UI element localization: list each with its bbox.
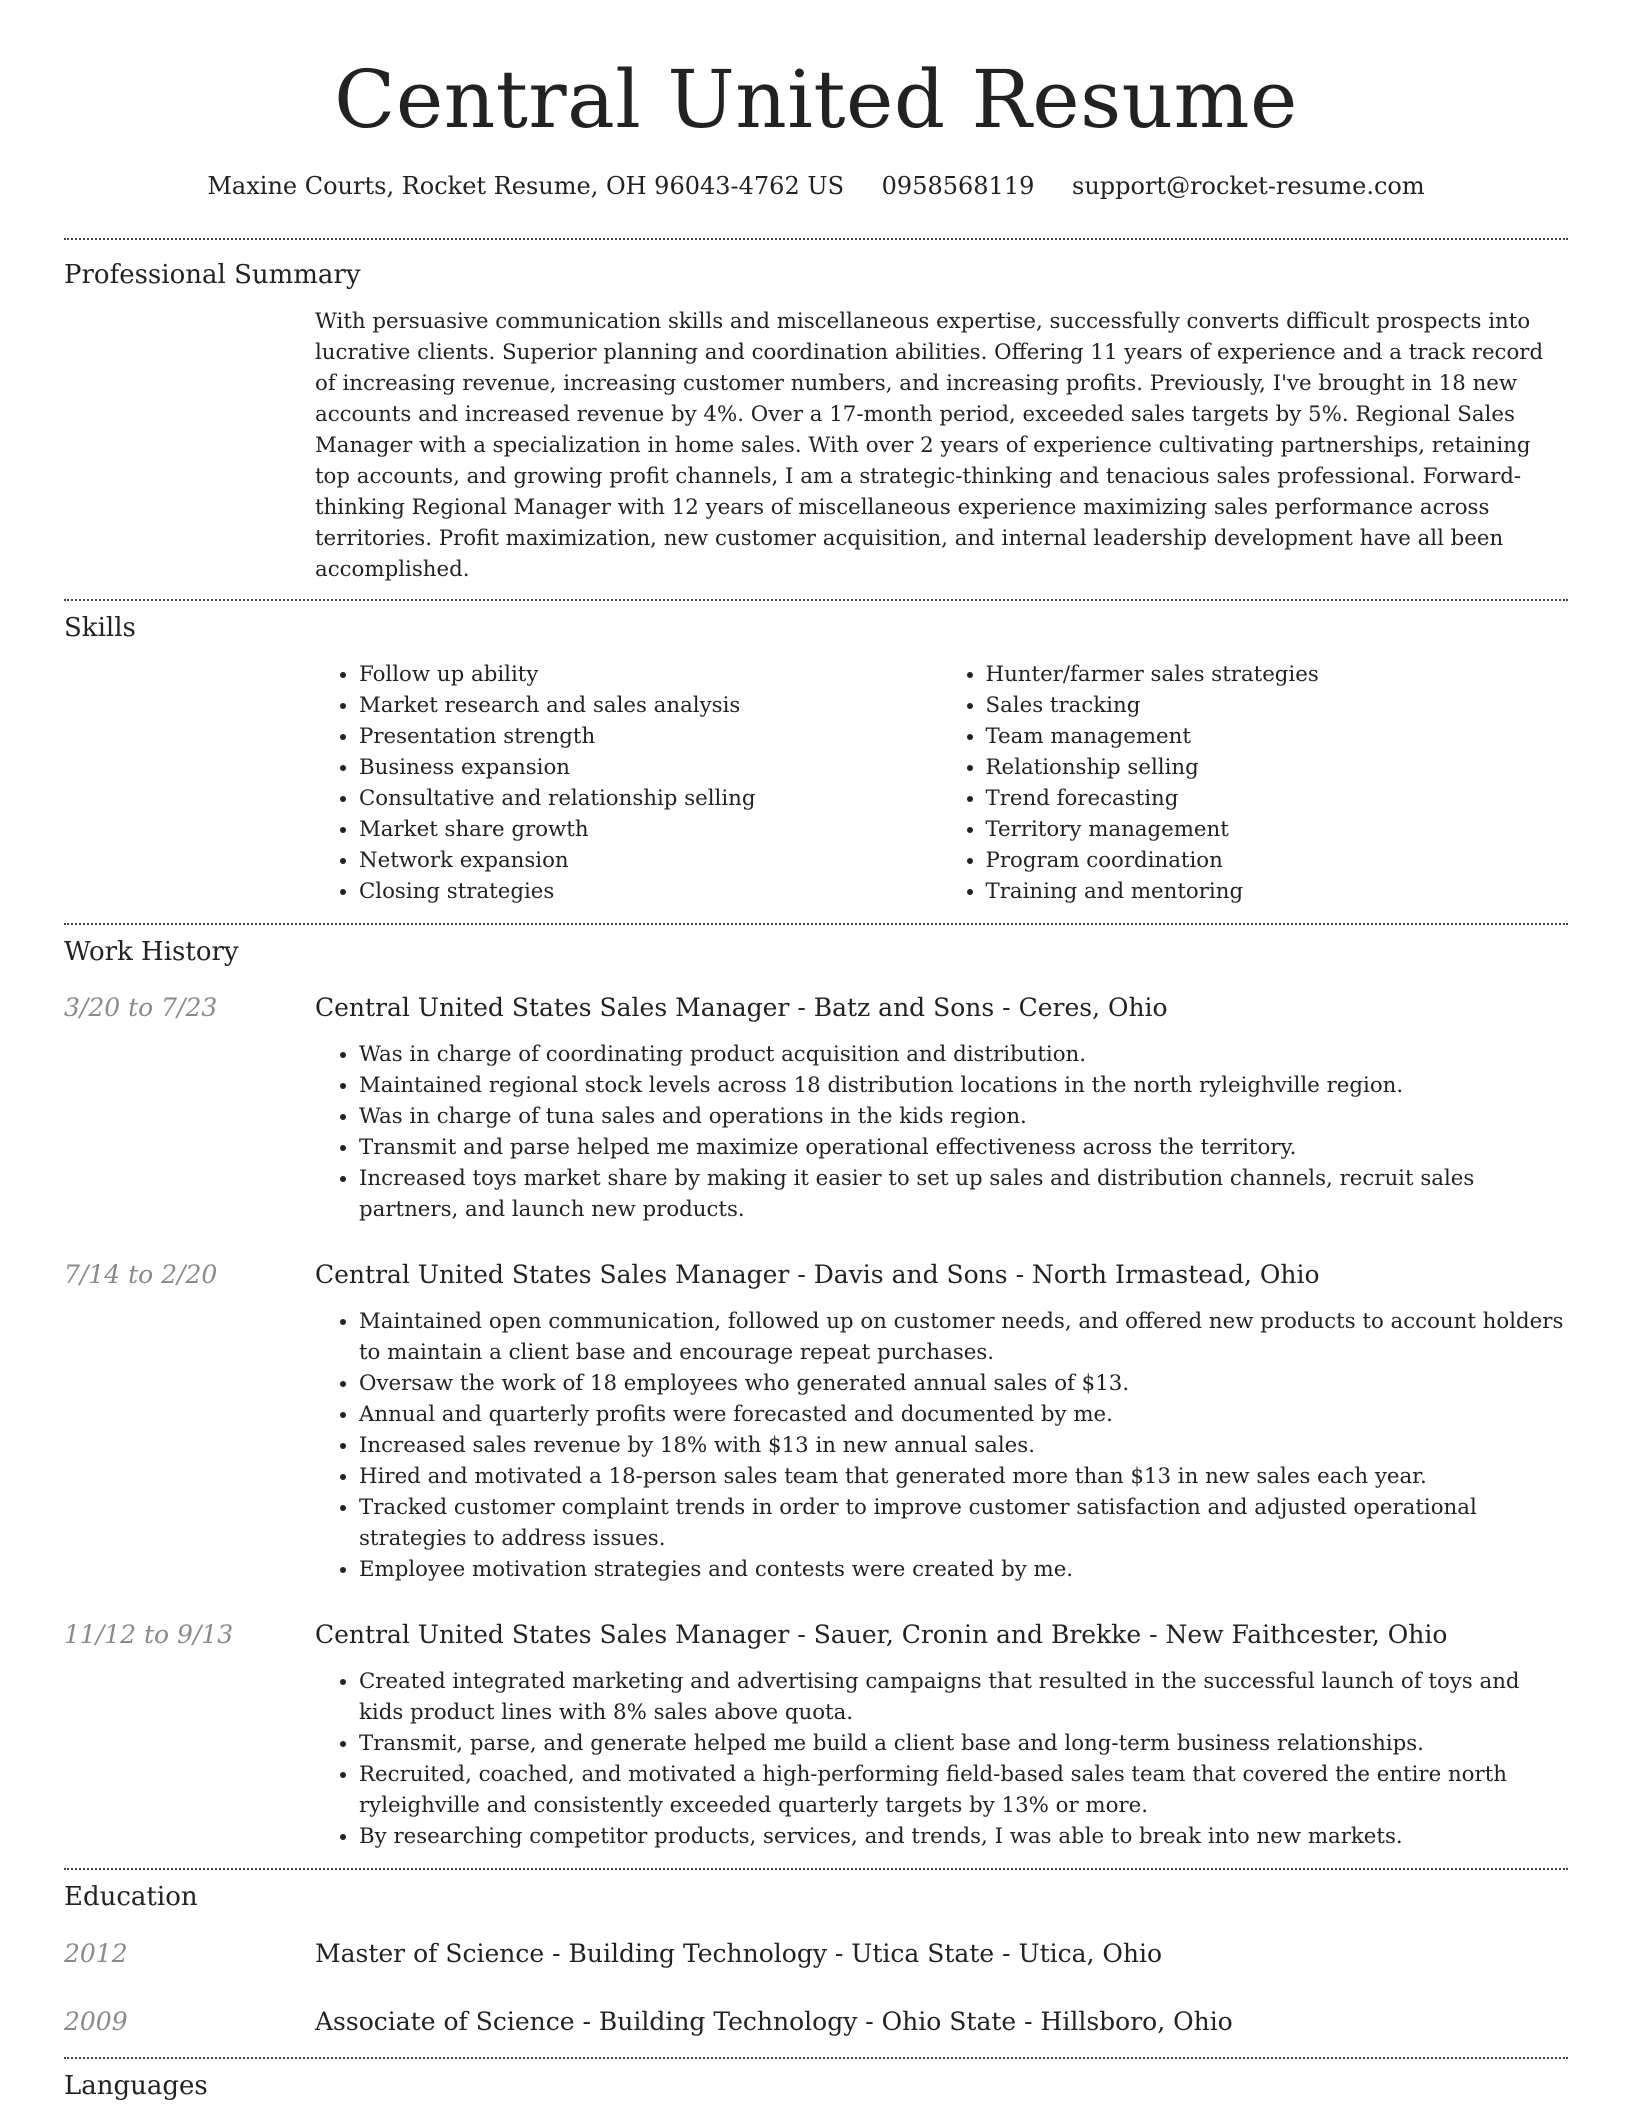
job-title: Central United States Sales Manager - Batz and Sons - Ceres, Ohio (315, 993, 1168, 1022)
job-title: Central United States Sales Manager - Sauer, Cronin and Brekke - New Faithcester, Ohio (315, 1620, 1448, 1649)
job-bullet: • Annual and quarterly profits were forecasted and documented by me. (359, 1399, 1568, 1430)
job-entry (64, 1618, 1568, 1852)
job-date: 3/20 to 7/23 (64, 993, 218, 1022)
job-bullet: • Was in charge of coordinating product acquisition and distribution. (359, 1039, 1568, 1070)
education-title: Master of Science - Building Technology - Utica State - Utica, Ohio (315, 1939, 1163, 1968)
skill-item: • Closing strategies (359, 876, 942, 907)
contact-address: Maxine Courts, Rocket Resume, OH 96043-4762 US (207, 172, 845, 200)
skill-item: • Team management (986, 721, 1569, 752)
skill-item: • Hunter/farmer sales strategies (986, 659, 1569, 690)
job-bullet: • Recruited, coached, and motivated a high-performing field-based sales team that covered the entire north ryleighville and consistently exceeded quarterly targets by 13% or more. (359, 1759, 1568, 1821)
job-date: 7/14 to 2/20 (64, 1260, 218, 1289)
skills-list-right (942, 659, 1569, 907)
skill-item: • Business expansion (359, 752, 942, 783)
contact-email: support@rocket-resume.com (1072, 172, 1425, 200)
job-bullet: • Oversaw the work of 18 employees who generated annual sales of $13. (359, 1368, 1568, 1399)
job-bullet: • Created integrated marketing and advertising campaigns that resulted in the successful launch of toys and kids product lines with 8% sales above quota. (359, 1666, 1568, 1728)
skill-item: • Market research and sales analysis (359, 690, 942, 721)
education-section (64, 1870, 1568, 2039)
job-title: Central United States Sales Manager - Davis and Sons - North Irmastead, Ohio (315, 1260, 1320, 1289)
job-entry (64, 1258, 1568, 1585)
education-entry (64, 2005, 1568, 2039)
job-bullet: • Maintained open communication, followed up on customer needs, and offered new products to account holders to maintain a client base and encourage repeat purchases. (359, 1306, 1568, 1368)
job-bullet: • By researching competitor products, services, and trends, I was able to break into new markets. (359, 1821, 1568, 1852)
education-entry (64, 1937, 1568, 1971)
job-bullet: • Maintained regional stock levels across 18 distribution locations in the north ryleighville region. (359, 1070, 1568, 1101)
job-bullets (315, 1039, 1568, 1225)
contact-line (64, 170, 1568, 202)
resume-name: Central United Resume (334, 53, 1298, 146)
skill-item: • Presentation strength (359, 721, 942, 752)
job-bullet: • Transmit, parse, and generate helped me build a client base and long-term business relationships. (359, 1728, 1568, 1759)
skill-item: • Trend forecasting (986, 783, 1569, 814)
job-bullet: • Tracked customer complaint trends in order to improve customer satisfaction and adjusted operational strategies to address issues. (359, 1492, 1568, 1554)
section-title-education: Education (64, 1882, 198, 1912)
skill-item: • Sales tracking (986, 690, 1569, 721)
job-bullet: • Increased toys market share by making it easier to set up sales and distribution channels, recruit sales partners, and launch new products. (359, 1163, 1568, 1225)
skill-item: • Network expansion (359, 845, 942, 876)
job-bullet: • Transmit and parse helped me maximize operational effectiveness across the territory. (359, 1132, 1568, 1163)
skill-item: • Territory management (986, 814, 1569, 845)
skills-section (64, 601, 1568, 907)
summary-section (64, 240, 1568, 585)
skill-item: • Training and mentoring (986, 876, 1569, 907)
section-title-languages: Languages (64, 2071, 208, 2101)
job-bullet: • Was in charge of tuna sales and operations in the kids region. (359, 1101, 1568, 1132)
job-bullet: • Increased sales revenue by 18% with $13 in new annual sales. (359, 1430, 1568, 1461)
job-bullet: • Employee motivation strategies and contests were created by me. (359, 1554, 1568, 1585)
skill-item: • Program coordination (986, 845, 1569, 876)
skills-list-left (315, 659, 942, 907)
section-title-skills: Skills (64, 613, 136, 643)
job-entry (64, 991, 1568, 1225)
section-title-summary: Professional Summary (64, 260, 361, 290)
skill-item: • Market share growth (359, 814, 942, 845)
education-year: 2012 (64, 1939, 128, 1968)
education-year: 2009 (64, 2007, 128, 2036)
job-bullet: • Hired and motivated a 18-person sales team that generated more than $13 in new sales each year. (359, 1461, 1568, 1492)
education-title: Associate of Science - Building Technology - Ohio State - Hillsboro, Ohio (315, 2007, 1233, 2036)
languages-section (64, 2059, 1568, 2103)
contact-phone: 0958568119 (881, 172, 1035, 200)
skill-item: • Consultative and relationship selling (359, 783, 942, 814)
summary-text: With persuasive communication skills and miscellaneous expertise, successfully converts difficult prospects into lucrative clients. Superior planning and coordination abilities. Offering 11 years of experience and a track record of increasing revenue, increasing customer numbers, and increasing profits. Previously, I've brought in 18 new accounts and increased revenue by 4%. Over a 17-month period, exceeded sales targets by 5%. Regional Sales Manager with a specialization in home sales. With over 2 years of experience cultivating partnerships, retaining top accounts, and growing profit channels, I am a strategic-thinking and tenacious sales professional. Forward-thinking Regional Manager with 12 years of miscellaneous experience maximizing sales performance across territories. Profit maximization, new customer acquisition, and internal leadership development have all been accomplished. (315, 309, 1544, 582)
work-section (64, 925, 1568, 1852)
resume-page (64, 0, 1568, 2103)
job-bullets (315, 1306, 1568, 1585)
section-title-work: Work History (64, 937, 239, 967)
skill-item: • Relationship selling (986, 752, 1569, 783)
job-date: 11/12 to 9/13 (64, 1620, 234, 1649)
job-bullets (315, 1666, 1568, 1852)
skill-item: • Follow up ability (359, 659, 942, 690)
